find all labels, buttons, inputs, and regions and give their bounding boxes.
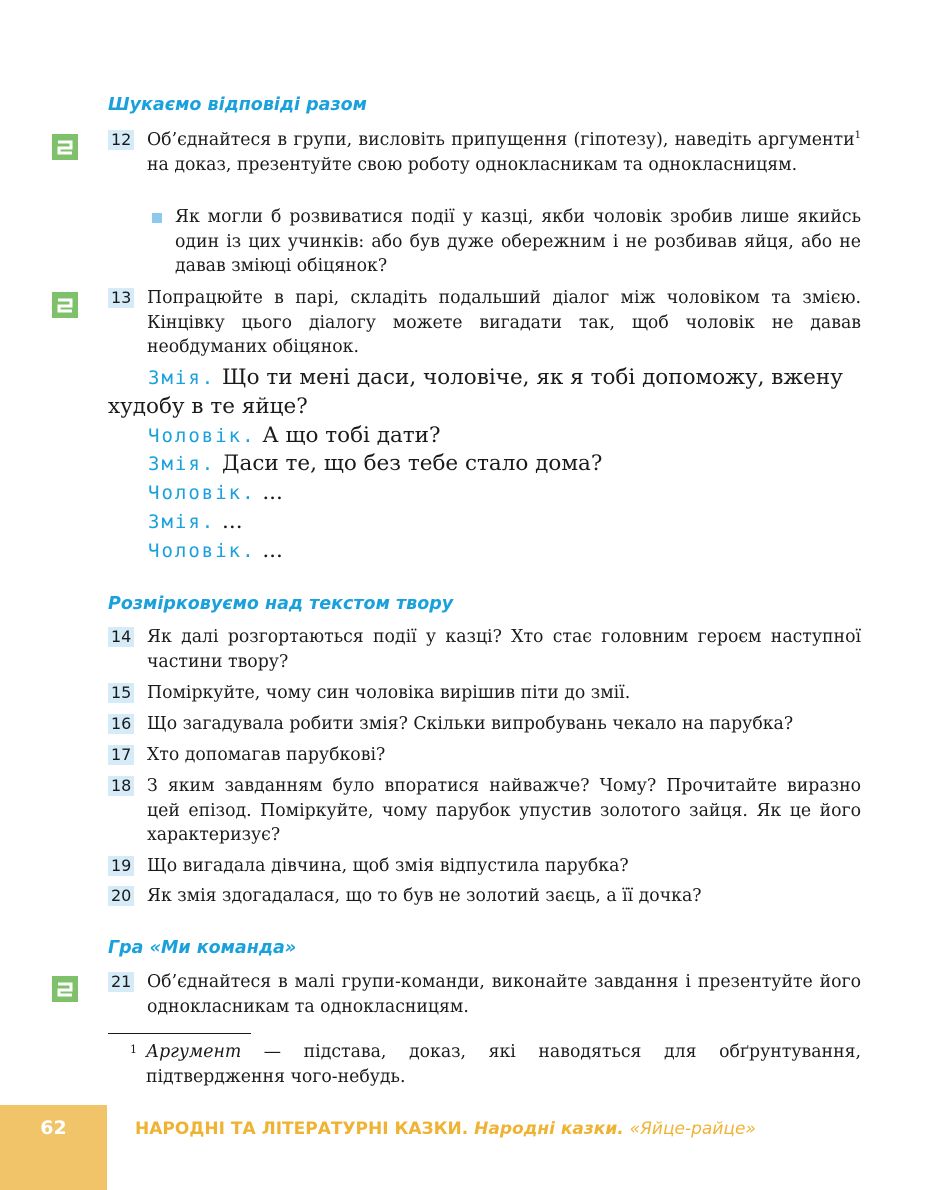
task-14-text: Як далі розгортаються події у казці? Хто стає головним героєм наступної частини твору? — [147, 627, 861, 672]
dialog-text: ... — [255, 480, 283, 506]
dialog-block — [108, 364, 861, 566]
dialog-text: А що тобі дати? — [255, 422, 441, 448]
task-number-15: 15 — [108, 683, 134, 703]
running-head-section: Народні казки. — [474, 1119, 630, 1139]
dialog-text: ... — [255, 537, 283, 563]
footnote-term: Аргумент — [146, 1042, 242, 1062]
task-number-20: 20 — [108, 886, 134, 906]
section-heading-search-answers: Шукаємо відповіді разом — [108, 95, 367, 115]
dialog-line — [108, 537, 861, 566]
footnote — [130, 1040, 861, 1089]
dialog-line — [108, 508, 861, 537]
speaker-snake: Змія. — [148, 453, 216, 476]
task-number-13: 13 — [108, 288, 134, 308]
section-heading-team-game: Гра «Ми команда» — [108, 938, 297, 958]
dialog-line — [108, 450, 861, 479]
task-number-18: 18 — [108, 776, 134, 796]
footnote-definition: — підстава, доказ, які наводяться для обґрунтування, підтвердження чого-небудь. — [146, 1042, 861, 1087]
task-number-21: 21 — [108, 972, 134, 992]
dialog-text: ... — [215, 508, 243, 534]
task-number-12: 12 — [108, 130, 134, 150]
speaker-man: Чоловік. — [148, 539, 256, 562]
task-number-14: 14 — [108, 627, 134, 647]
footnote-divider — [108, 1033, 251, 1034]
task-17-text: Хто допомагав парубкові? — [147, 745, 386, 765]
running-head-part: НАРОДНІ ТА ЛІТЕРАТУРНІ КАЗКИ. — [135, 1119, 475, 1139]
task-12-text — [147, 128, 861, 177]
speaker-man: Чоловік. — [148, 482, 256, 505]
dialog-text: Що ти мені даси, чоловіче, як я тобі допоможу, вжену худобу в те яйце? — [108, 365, 843, 419]
speaker-snake: Змія. — [148, 367, 216, 389]
dialog-line — [108, 364, 861, 422]
task-12-bullet-text: Як могли б розвиватися події у казці, якби чоловік зробив лише якийсь один із цих учинків: або був дуже обережним і не розбивав яйця, або не давав зміюці обіцянок? — [175, 207, 861, 276]
footnote-mark: 1 — [130, 1043, 137, 1056]
section-heading-reflect: Розмірковуємо над текстом твору — [108, 594, 454, 614]
speaker-man: Чоловік. — [148, 424, 256, 447]
page-number: 62 — [40, 1117, 67, 1139]
dialog-text: Даси те, що без тебе стало дома? — [215, 451, 603, 477]
bullet-square-icon — [152, 213, 162, 223]
task-12-text-a: Об’єднайтеся в групи, висловіть припущення (гіпотезу), наведіть аргументи — [147, 130, 855, 150]
dialog-line — [108, 479, 861, 508]
group-work-icon — [52, 976, 78, 1002]
task-12-bullet — [152, 205, 861, 279]
task-15-text: Поміркуйте, чому син чоловіка вирішив піти до змії. — [147, 683, 631, 703]
task-number-17: 17 — [108, 745, 134, 765]
group-work-icon — [52, 134, 78, 160]
task-number-16: 16 — [108, 714, 134, 734]
task-13-text: Попрацюйте в парі, складіть подальший діалог між чоловіком та змією. Кінцівку цього діалогу можете вигадати так, щоб чоловік не давав необдуманих обіцянок. — [147, 288, 861, 357]
task-number-19: 19 — [108, 856, 134, 876]
dialog-line — [108, 422, 861, 451]
task-16-text: Що загадувала робити змія? Скільки випробувань чекало на парубка? — [147, 714, 794, 734]
task-12-text-b: на доказ, презентуйте свою роботу однокласникам та однокласницям. — [147, 154, 798, 175]
task-20-text: Як змія здогадалася, що то був не золотий заєць, а її дочка? — [147, 886, 702, 906]
running-head — [135, 1119, 756, 1139]
group-work-icon — [52, 292, 78, 318]
task-19-text: Що вигадала дівчина, щоб змія відпустила парубка? — [147, 856, 629, 876]
running-head-story: «Яйце-райце» — [629, 1119, 756, 1139]
task-21-text: Об’єднайтеся в малі групи-команди, виконайте завдання і презентуйте його однокласникам та однокласницям. — [147, 972, 861, 1017]
task-18-text: З яким завданням було впоратися найважче? Чому? Прочитайте виразно цей епізод. Поміркуйте, чому парубок упустив золотого зайця. Як це його характеризує? — [147, 776, 861, 845]
footnote-ref: 1 — [854, 130, 861, 142]
speaker-snake: Змія. — [148, 510, 216, 533]
